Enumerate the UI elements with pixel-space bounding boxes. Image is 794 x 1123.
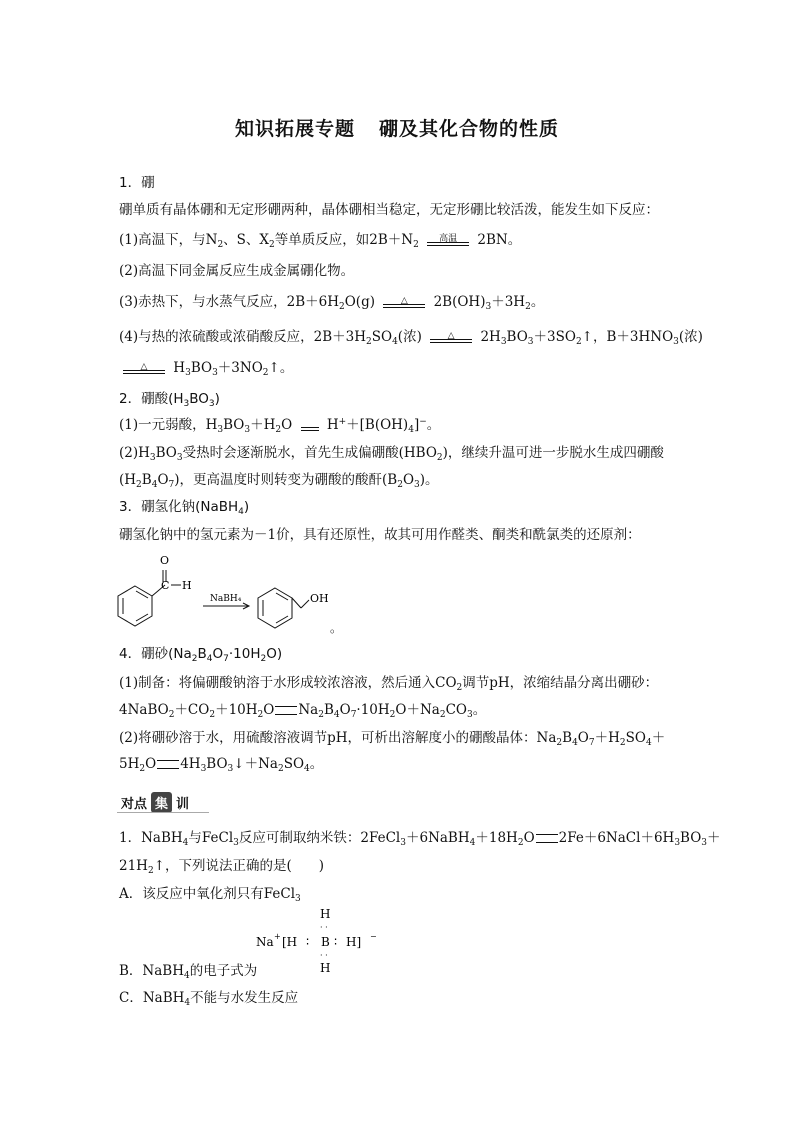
reaction-condition-arrow: △ bbox=[426, 328, 476, 348]
list-item: (2)高温下同金属反应生成金属硼化物。 bbox=[119, 263, 355, 279]
svg-text:∶: ∶ bbox=[306, 935, 310, 949]
paragraph: 硼单质有晶体硼和无定形硼两种，晶体硼相当稳定，无定形硼比较活泼，能发生如下反应： bbox=[119, 202, 659, 218]
list-item-continued: $(H_2B_4O_7)$，更高温度时则转变为硼酸的酸酐$(B_2O_3)$。 bbox=[119, 472, 439, 490]
svg-text:∶: ∶ bbox=[334, 935, 338, 949]
list-item: $(2)H_3BO_3$受热时会逐渐脱水，首先生成偏硼酸$(HBO_2)$，继续升温可进一步脱水生成四硼酸 bbox=[119, 445, 664, 463]
section-heading-boric-acid: 2．硼酸$(H_3BO_3)$ bbox=[119, 391, 220, 409]
svg-text:Na: Na bbox=[256, 935, 274, 949]
svg-text:B: B bbox=[321, 935, 330, 949]
list-item-continued: △ $H_3BO_3+3NO_2↑$。 bbox=[119, 358, 293, 379]
option-c[interactable]: C．NaBH$_4$不能与水发生反应 bbox=[119, 990, 299, 1008]
reaction-scheme-benzaldehyde-reduction bbox=[115, 548, 355, 634]
list-item: (4)与热的浓硫酸或浓硝酸反应，$2B+3H_2SO_4$(浓) △ $2H_3BO_3+3SO_2↑$，$B+3HNO_3$(浓) bbox=[119, 329, 703, 347]
svg-text:· ·: · · bbox=[320, 951, 328, 960]
svg-text:H: H bbox=[320, 907, 331, 921]
hydrogen-label: H bbox=[182, 579, 192, 592]
page-title: 知识拓展专题 硼及其化合物的性质 bbox=[234, 118, 560, 140]
paragraph: (2)将硼砂溶于水，用硫酸溶液调节pH，可析出溶解度小的硼酸晶体：$Na_2B_4O_7+H_2SO_4+$ bbox=[119, 730, 666, 748]
section-heading-borax: 4．硼砂$(Na_2B_4O_7\cdot 10H_2O)$ bbox=[119, 646, 283, 664]
electron-formula-nabh4 bbox=[252, 904, 392, 978]
list-item: (1)高温下，与$N_2$、S、$X_2$等单质反应，如$2B+N_2$ 高温 2BN。 bbox=[119, 232, 522, 250]
svg-text:H]: H] bbox=[346, 935, 362, 949]
svg-text:H: H bbox=[320, 961, 331, 975]
option-b[interactable]: B．NaBH$_4$的电子式为 bbox=[119, 963, 258, 981]
equilibrium-arrow bbox=[297, 416, 323, 436]
option-a[interactable]: A．该反应中氧化剂只有FeCl$_3$ bbox=[119, 886, 301, 904]
reaction-condition-arrow: △ bbox=[379, 293, 429, 313]
paragraph: (1)制备：将偏硼酸钠溶于水形成较浓溶液，然后通入$CO_2$调节pH，浓缩结晶分离出硼砂： bbox=[119, 675, 659, 693]
svg-text:[H: [H bbox=[282, 935, 298, 949]
section-heading-sodium-borohydride: 3．硼氢化钠(NaBH$_4$) bbox=[119, 499, 250, 517]
oxygen-label: O bbox=[160, 554, 170, 567]
equation: $5H_2O$ $4H_3BO_3↓+Na_2SO_4$。 bbox=[119, 756, 324, 774]
reaction-condition-arrow: △ bbox=[119, 359, 169, 379]
list-item: (3)赤热下，与水蒸气反应，$2B+6H_2O(g)$ △ $2B(OH)_3+3H_2$。 bbox=[119, 294, 545, 312]
list-item: (1)一元弱酸，$H_3BO_3+H_2O$ $H^++[B(OH)_4]^-$。 bbox=[119, 417, 441, 435]
svg-text:· ·: · · bbox=[320, 923, 328, 932]
period: 。 bbox=[330, 621, 343, 634]
paragraph: 硼氢化钠中的氢元素为－1价，具有还原性，故其可用作醛类、酮类和酰氯类的还原剂： bbox=[119, 527, 641, 543]
hydroxyl-label: OH bbox=[310, 592, 329, 605]
reaction-condition-arrow: 高温 bbox=[423, 231, 473, 251]
svg-text:+: + bbox=[274, 932, 281, 941]
practice-badge: 对点 集 训 bbox=[117, 792, 193, 814]
section-heading-boron: 1．硼 bbox=[119, 175, 155, 191]
svg-text:−: − bbox=[370, 932, 377, 941]
question-stem-continued: $21H_2↑$，下列说法正确的是( ) bbox=[119, 858, 325, 876]
question-stem: 1．NaBH$_4$与FeCl$_3$反应可制取纳米铁：$2FeCl_3+6NaBH_4+18H_2O$ $2Fe+6NaCl+6H_3BO_3+$ bbox=[119, 830, 721, 848]
equation: $4NaBO_2+CO_2+10H_2O$ $Na_2B_4O_7\cdot 10H_2O+Na_2CO_3$。 bbox=[119, 702, 487, 720]
reagent-label: NaBH₄ bbox=[210, 594, 242, 604]
carbon-dot: C bbox=[161, 579, 170, 592]
